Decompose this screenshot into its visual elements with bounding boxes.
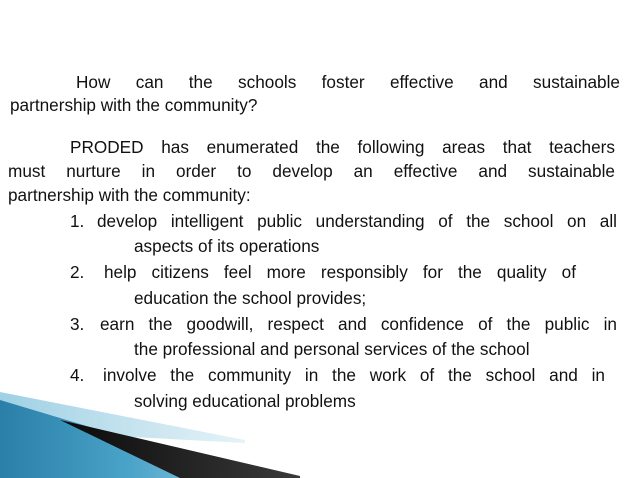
list-number-1: 1. (70, 211, 85, 231)
list-item-1-line-2: aspects of its operations (134, 236, 320, 256)
intro-line-3: partnership with the community: (8, 185, 251, 205)
list-number-3: 3. (70, 314, 85, 334)
list-item-2-line-1: help citizens feel more responsibly for the quality of (104, 262, 576, 282)
list-number-2: 2. (70, 262, 85, 282)
list-item-4-line-2: solving educational problems (134, 391, 356, 411)
intro-line-2: must nurture in order to develop an effective and sustainable (8, 161, 615, 181)
intro-line-1: PRODED has enumerated the following areas that teachers (70, 137, 615, 157)
list-number-4: 4. (70, 365, 85, 385)
list-item-4-line-1: involve the community in the work of the school and in (103, 365, 605, 385)
list-item-2-line-2: education the school provides; (134, 288, 367, 308)
list-item-1-line-1: develop intelligent public understanding of the school on all (97, 211, 617, 231)
list-item-3-line-1: earn the goodwill, respect and confidence of the public in (100, 314, 617, 334)
list-item-3-line-2: the professional and personal services of the school (134, 339, 530, 359)
question-line-2: partnership with the community? (10, 95, 258, 115)
question-line-1: How can the schools foster effective and sustainable (76, 72, 620, 92)
